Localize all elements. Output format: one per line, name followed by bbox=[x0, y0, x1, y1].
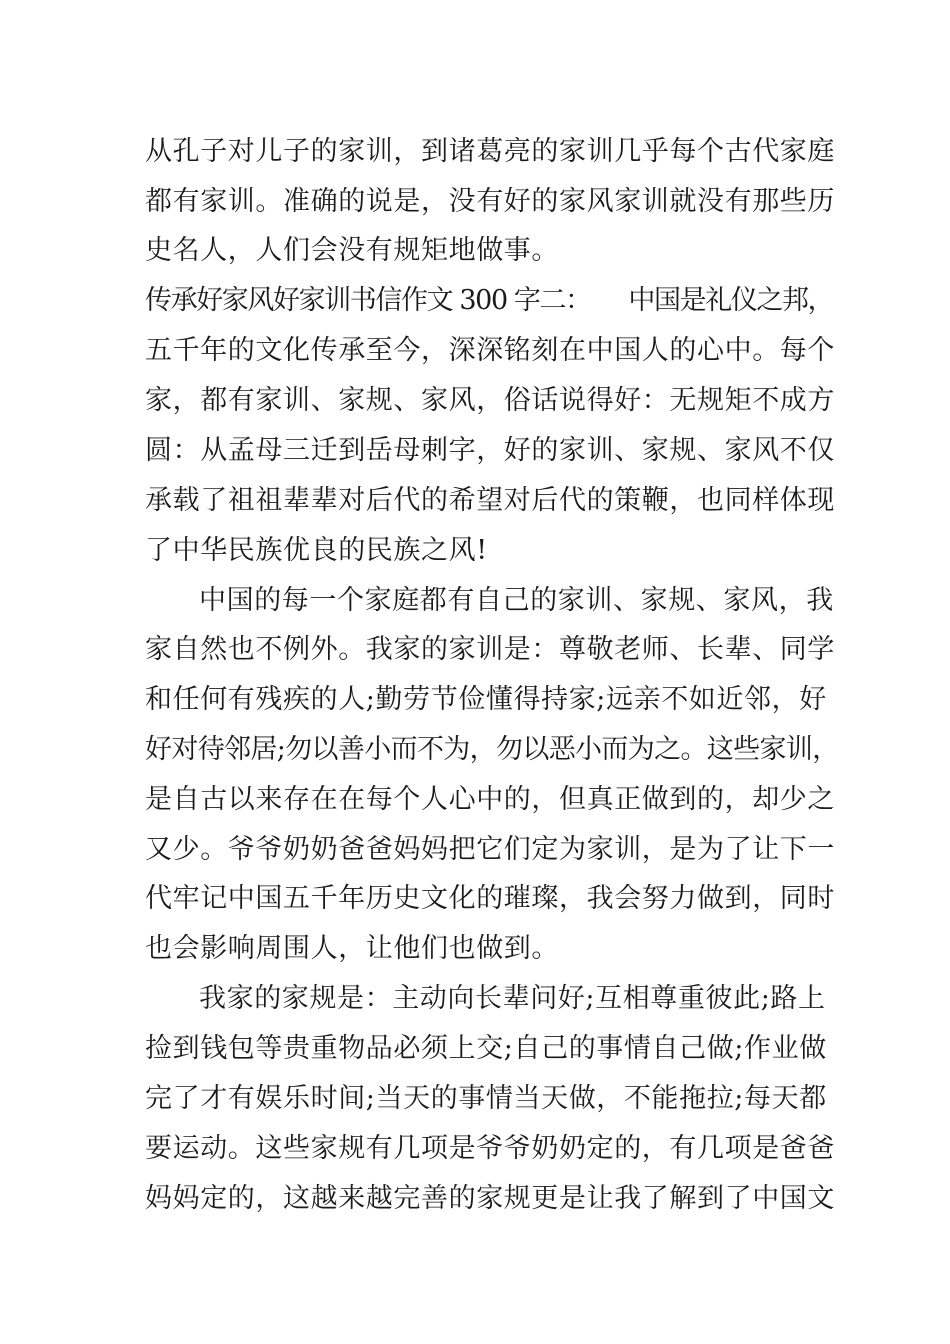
text-line: 又少。爷爷奶奶爸爸妈妈把它们定为家训，是为了让下一 bbox=[145, 834, 835, 865]
text-line: 了中华民族优良的民族之风! bbox=[145, 535, 488, 566]
text-line: 完了才有娱乐时间;当天的事情当天做，不能拖拉;每天都 bbox=[145, 1083, 827, 1114]
text-line: 好对待邻居;勿以善小而不为，勿以恶小而为之。这些家训， bbox=[145, 734, 839, 765]
text-line: 圆：从孟母三迁到岳母刺字，好的家训、家规、家风不仅 bbox=[145, 435, 835, 466]
text-line: 五千年的文化传承至今，深深铭刻在中国人的心中。每个 bbox=[145, 335, 835, 366]
text-line: 要运动。这些家规有几项是爷爷奶奶定的，有几项是爸爸 bbox=[145, 1133, 835, 1164]
text-line: 中国的每一个家庭都有自己的家训、家规、家风，我 bbox=[199, 585, 834, 616]
text-line: 捡到钱包等贵重物品必须上交;自己的事情自己做;作业做 bbox=[145, 1033, 827, 1064]
text-line: 也会影响周围人，让他们也做到。 bbox=[145, 933, 559, 964]
text-line: 都有家训。准确的说是，没有好的家风家训就没有那些历 bbox=[145, 186, 835, 217]
text-line: 妈妈定的，这越来越完善的家规更是让我了解到了中国文 bbox=[145, 1183, 835, 1214]
text-line: 传承好家风好家训书信作文 300 字二： 中国是礼仪之邦， bbox=[145, 285, 834, 316]
text-line: 代牢记中国五千年历史文化的璀璨，我会努力做到，同时 bbox=[145, 883, 835, 914]
text-line: 史名人，人们会没有规矩地做事。 bbox=[145, 235, 559, 266]
text-line: 从孔子对儿子的家训，到诸葛亮的家训几乎每个古代家庭 bbox=[145, 136, 835, 167]
text-line: 承载了祖祖辈辈对后代的希望对后代的策鞭，也同样体现 bbox=[145, 485, 835, 516]
text-line: 家自然也不例外。我家的家训是：尊敬老师、长辈、同学 bbox=[145, 634, 835, 665]
text-line: 我家的家规是：主动向长辈问好;互相尊重彼此;路上 bbox=[199, 983, 826, 1014]
text-line: 家，都有家训、家规、家风，俗话说得好：无规矩不成方 bbox=[145, 385, 835, 416]
text-line: 是自古以来存在在每个人心中的，但真正做到的，却少之 bbox=[145, 784, 835, 815]
text-line: 和任何有残疾的人;勤劳节俭懂得持家;远亲不如近邻，好 bbox=[145, 684, 827, 715]
